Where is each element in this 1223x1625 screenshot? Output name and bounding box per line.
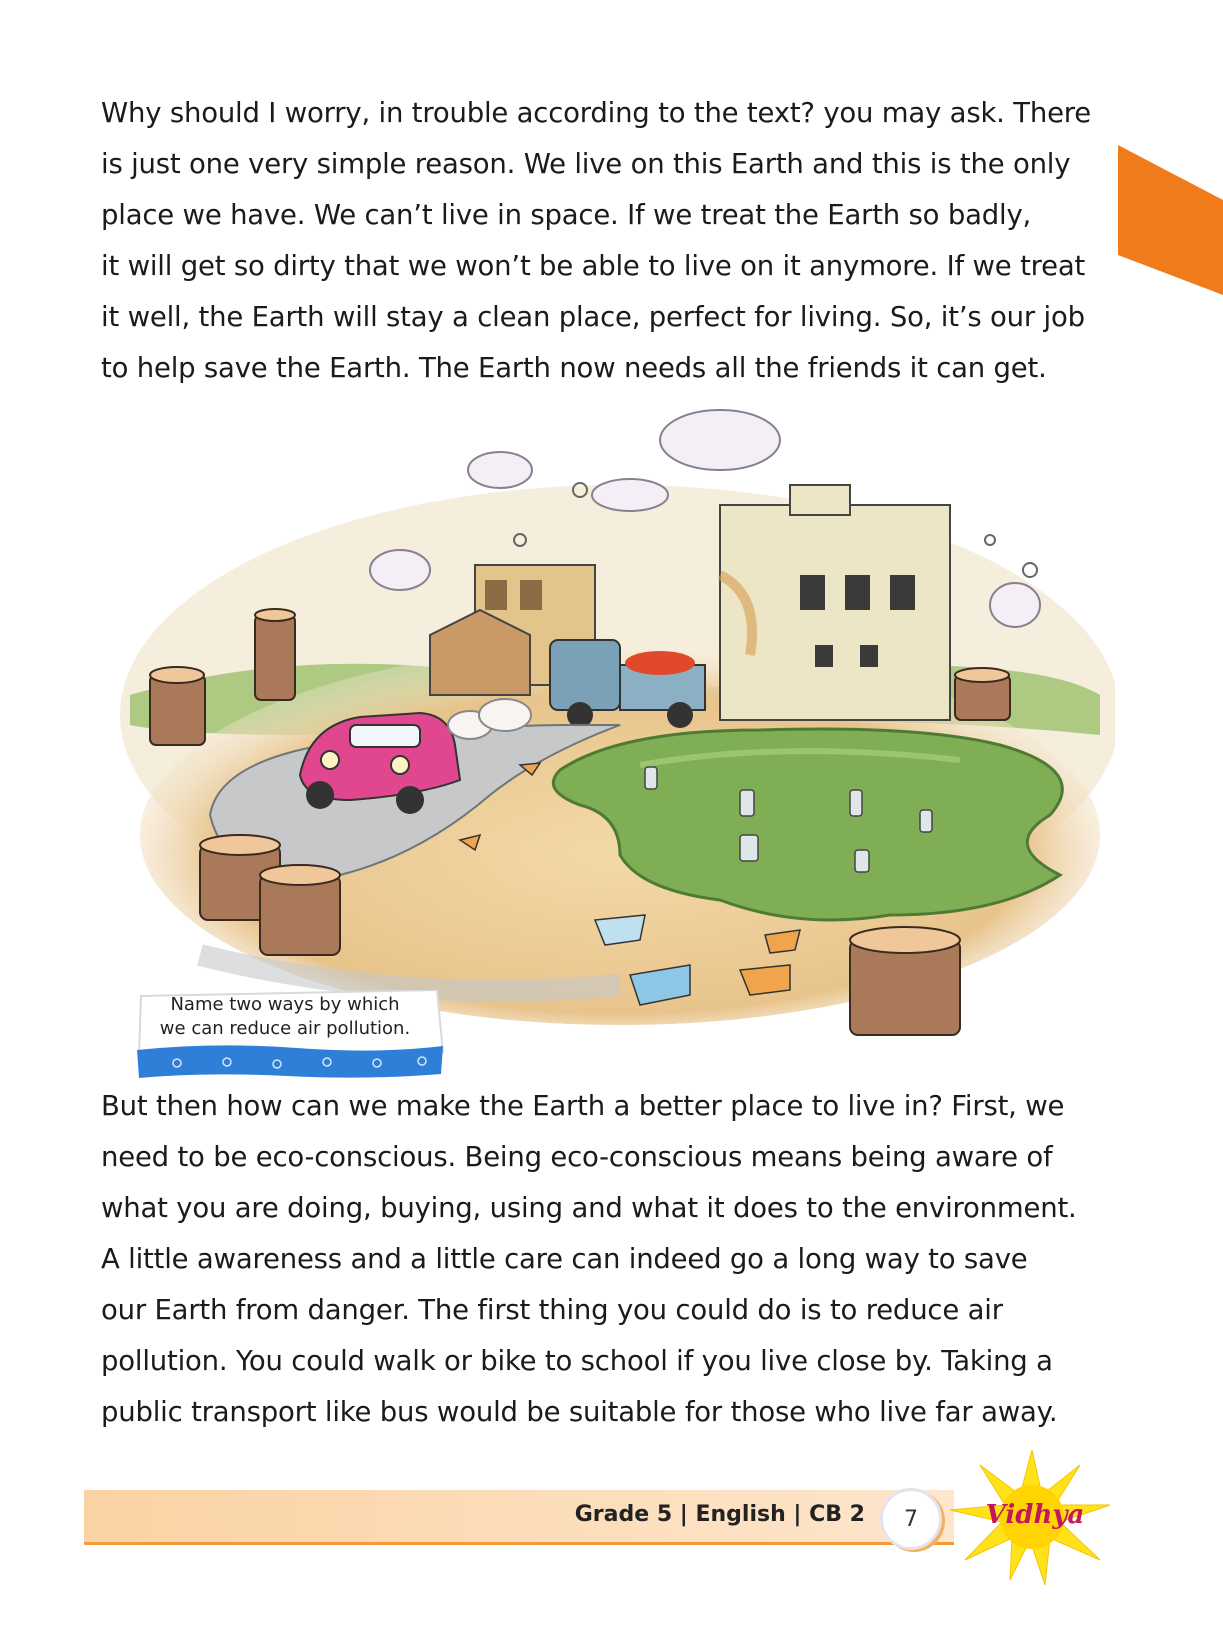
factory-building — [720, 485, 950, 720]
question-line: we can reduce air pollution. — [159, 1018, 411, 1039]
paragraph-line: what you are doing, buying, using and what it does to the environment. — [101, 1192, 1077, 1224]
footer-grade-subject: Grade 5 | English | CB 2 — [574, 1502, 865, 1527]
paragraph-line: is just one very simple reason. We live on this Earth and this is the only — [101, 148, 1071, 180]
paragraph-line: to help save the Earth. The Earth now needs all the friends it can get. — [101, 352, 1047, 384]
paragraph-line: But then how can we make the Earth a better place to live in? First, we — [101, 1090, 1065, 1122]
paragraph-eco-conscious — [101, 1081, 1111, 1438]
paragraph-line: our Earth from danger. The first thing you could do is to reduce air — [101, 1294, 1003, 1326]
question-line: Name two ways by which — [170, 994, 400, 1015]
paragraph-line: Why should I worry, in trouble according to the text? you may ask. There — [101, 97, 1092, 129]
paragraph-line: place we have. We can’t live in space. If we treat the Earth so badly, — [101, 199, 1032, 231]
question-prompt — [140, 993, 430, 1041]
page-number: 7 — [880, 1488, 942, 1550]
paragraph-line: A little awareness and a little care can indeed go a long way to save — [101, 1243, 1028, 1275]
paragraph-line: need to be eco-conscious. Being eco-conscious means being aware of — [101, 1141, 1053, 1173]
paragraph-line: it will get so dirty that we won’t be able to live on it anymore. If we treat — [101, 250, 1086, 282]
corner-tab-marker — [1118, 145, 1223, 295]
paragraph-line: public transport like bus would be suitable for those who live far away. — [101, 1396, 1058, 1428]
paragraph-intro — [101, 88, 1111, 394]
paragraph-line: it well, the Earth will stay a clean place, perfect for living. So, it’s our job — [101, 301, 1085, 333]
paragraph-line: pollution. You could walk or bike to school if you live close by. Taking a — [101, 1345, 1053, 1377]
logo-text: Vidhya — [985, 1500, 1085, 1530]
pollution-illustration — [100, 395, 1115, 1065]
